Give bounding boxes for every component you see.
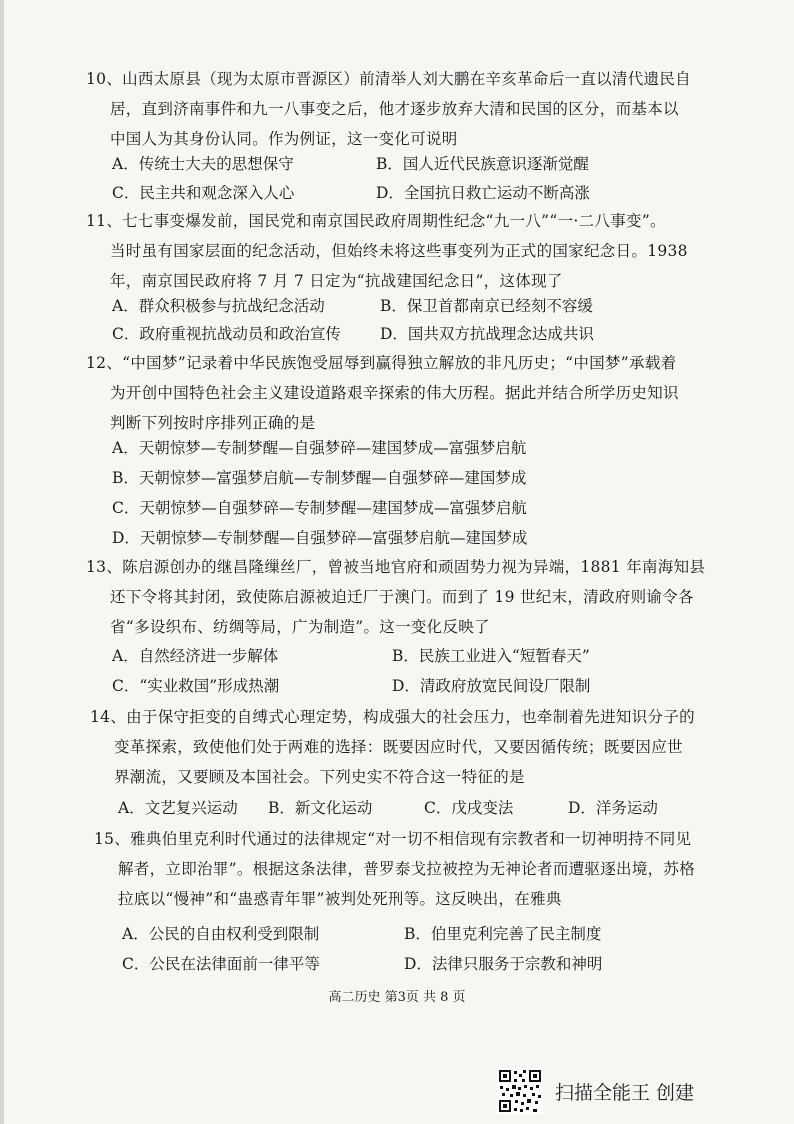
question-line: 省“多设织布、纺绸等局，广为制造”。这一变化反映了 (110, 618, 490, 636)
question-14 (90, 702, 695, 792)
question-line: 当时虽有国家层面的纪念活动，但始终未将这些事变列为正式的国家纪念日。1938 (110, 242, 688, 260)
question-line: 14、由于保守拒变的自缚式心理定势，构成强大的社会压力，也牵制着先进知识分子的 (90, 708, 695, 726)
question-line: 年，南京国民政府将 7 月 7 日定为“抗战建国纪念日”，这体现了 (110, 272, 563, 290)
option-b: B．保卫首都南京已经刻不容缓 (380, 297, 593, 315)
option-b: B．新文化运动 (268, 799, 373, 817)
option-b: B．国人近代民族意识逐渐觉醒 (376, 155, 589, 173)
option-d: D．清政府放宽民间设厂限制 (392, 677, 591, 695)
question-line: 11、七七事变爆发前，国民党和南京国民政府周期性纪念“九一八”“一·二八事变”。 (86, 212, 666, 230)
option-a: A．群众积极参与抗战纪念活动 (112, 297, 325, 315)
option-d: D．洋务运动 (568, 799, 658, 817)
question-line: 12、“中国梦”记录着中华民族饱受屈辱到赢得独立解放的非凡历史；“中国梦”承载着 (86, 354, 677, 372)
option-b: B．民族工业进入“短暂春天” (392, 647, 590, 665)
option-c: C．天朝惊梦—自强梦碎—专制梦醒—建国梦成—富强梦启航 (112, 499, 527, 517)
question-line: 中国人为其身份认同。作为例证，这一变化可说明 (110, 130, 458, 148)
option-a: A．文艺复兴运动 (118, 799, 238, 817)
question-12 (86, 348, 679, 438)
option-c: C．戊戌变法 (424, 799, 514, 817)
option-d: D．天朝惊梦—专制梦醒—自强梦碎—富强梦启航—建国梦成 (112, 529, 528, 547)
question-11 (86, 206, 688, 296)
option-a: A．传统士大夫的思想保守 (112, 155, 294, 173)
page-footer: 高二历史 第3页 共 8 页 (328, 990, 466, 1005)
question-line: 15、雅典伯里克利时代通过的法律规定“对一切不相信现有宗教者和一切神明持不同见 (94, 830, 692, 848)
qr-code-icon (497, 1068, 543, 1114)
option-c: C．民主共和观念深入人心 (112, 184, 295, 202)
page-edge (0, 0, 4, 1124)
option-d: D．全国抗日救亡运动不断高涨 (376, 184, 590, 202)
option-d: D．国共双方抗战理念达成共识 (380, 325, 594, 343)
question-line: 判断下列按时序排列正确的是 (110, 414, 316, 432)
option-b: B．伯里克利完善了民主制度 (404, 925, 602, 943)
option-c: C．政府重视抗战动员和政治宣传 (112, 325, 341, 343)
question-line: 为开创中国特色社会主义建设道路艰辛探索的伟大历程。据此并结合所学历史知识 (110, 384, 679, 402)
question-line: 13、陈启源创办的继昌隆缫丝厂，曾被当地官府和顽固势力视为异端，1881 年南海知县 (86, 558, 706, 576)
scanner-watermark (497, 1068, 777, 1116)
option-c: C．“实业救国”形成热潮 (112, 677, 280, 695)
question-line: 解者，立即治罪”。根据这条法律，普罗泰戈拉被控为无神论者而遭驱逐出境，苏格 (118, 860, 696, 878)
watermark-text: 扫描全能王 创建 (555, 1082, 695, 1104)
question-line: 10、山西太原县（现为太原市晋源区）前清举人刘大鹏在辛亥革命后一直以清代遗民自 (86, 70, 691, 88)
question-13 (86, 552, 705, 642)
question-10 (86, 64, 691, 154)
option-a: A．天朝惊梦—专制梦醒—自强梦碎—建国梦成—富强梦启航 (112, 439, 527, 457)
option-d: D．法律只服务于宗教和神明 (404, 955, 603, 973)
question-line: 拉底以“慢神”和“蛊惑青年罪”被判处死刑等。这反映出，在雅典 (118, 890, 562, 908)
option-a: A．公民的自由权利受到限制 (122, 925, 320, 943)
option-a: A．自然经济进一步解体 (112, 647, 279, 665)
question-line: 界潮流，又要顾及本国社会。下列史实不符合这一特征的是 (114, 768, 525, 786)
question-15 (94, 824, 695, 914)
option-c: C．公民在法律面前一律平等 (122, 955, 320, 973)
question-line: 居，直到济南事件和九一八事变之后，他才逐步放弃大清和民国的区分，而基本以 (110, 100, 679, 118)
question-line: 变革探索，致使他们处于两难的选择：既要因应时代，又要因循传统；既要因应世 (114, 738, 683, 756)
question-line: 还下令将其封闭，致使陈启源被迫迁厂于澳门。而到了 19 世纪末，清政府则谕令各 (110, 588, 694, 606)
option-b: B．天朝惊梦—富强梦启航—专制梦醒—自强梦碎—建国梦成 (112, 469, 527, 487)
